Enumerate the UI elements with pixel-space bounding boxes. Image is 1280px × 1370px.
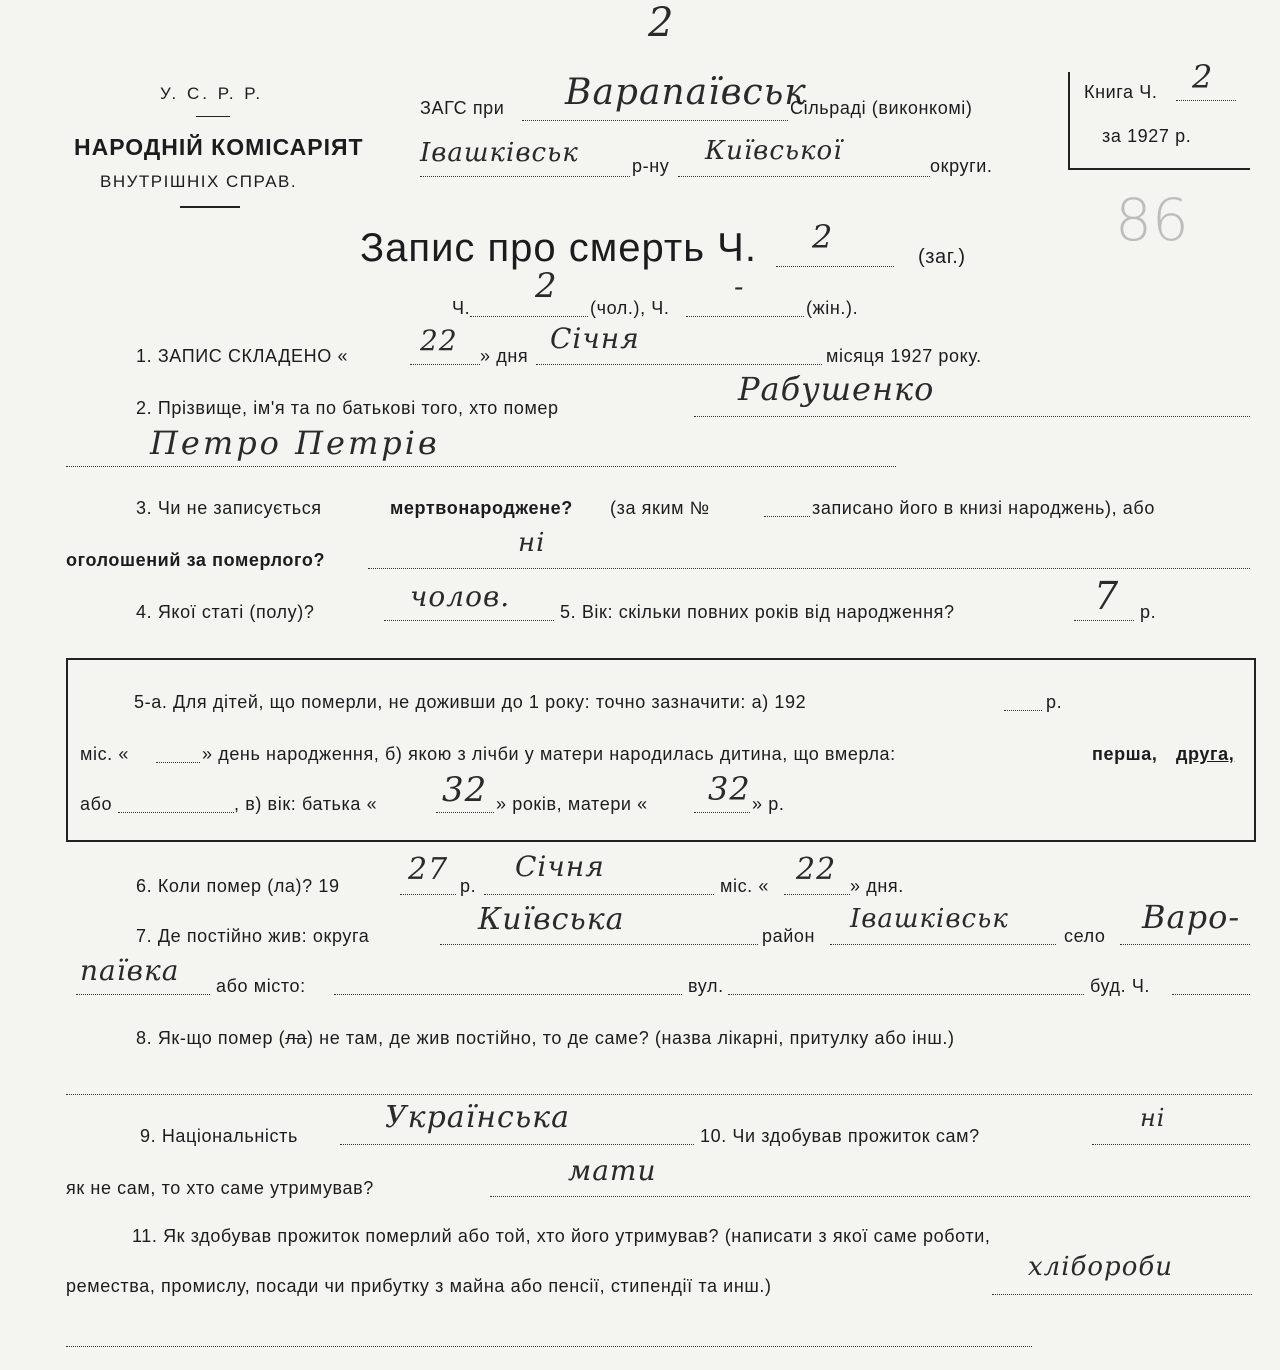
f7-misto-line [334,994,682,995]
f5a-father-age: 32 [442,770,488,810]
female-label: (жін.). [806,298,859,318]
ch-label: Ч. [452,298,471,318]
f4-value: чолов. [410,580,511,613]
f5a-day-line [156,762,200,763]
f6-month-line [484,894,714,895]
title-number-line [776,266,894,267]
f6-month: Січня [515,850,605,883]
f5a-mother-line [694,812,750,813]
f10-label: 10. Чи здобував прожиток сам? [700,1126,980,1146]
f7-bud-label: буд. Ч. [1090,976,1151,996]
book-number-line [1176,100,1236,101]
f5-value: 7 [1094,574,1120,618]
f7-raion-label: район [762,926,816,946]
f1-day-line [410,364,480,365]
f5a-second: друга, [1176,744,1235,764]
title-suffix: (заг.) [918,246,966,268]
f5a-line1-end: р. [1046,692,1063,712]
f2-name: Петро Петрів [150,424,440,462]
f5a-mother-age: 32 [708,770,751,808]
f4-label: 4. Якої статі (полу)? [136,602,315,622]
f7-selo-line [1120,944,1250,945]
f5a-line3-b: , в) вік: батька « [234,794,378,814]
f1-month-line [536,364,822,365]
page-number: 2 [648,0,675,46]
f6-day-line [784,894,850,895]
f5a-other-line [118,812,234,813]
f7-label: 7. Де постійно жив: округа [136,926,370,946]
f1-day: 22 [420,324,458,357]
okrug-value: Київської [705,136,843,166]
f7-misto-label: або місто: [216,976,306,996]
f3-stillborn: мертвонароджене? [390,498,573,518]
f1-month: Січня [550,322,640,355]
page-title: Запис про смерть Ч. [360,226,757,270]
f7-okrug-line [440,944,758,945]
header-divider [196,116,230,117]
f9-value-line [340,1144,694,1145]
village-council-label: Сільраді (виконкомі) [790,98,973,118]
f5a-line1: 5-а. Для дітей, що померли, не доживши до 1 року: точно зазначити: а) 192 [134,692,807,712]
f1-day-label: » дня [480,346,529,366]
department-label: ВНУТРІШНІХ СПРАВ. [100,172,298,191]
title-number: 2 [812,218,834,256]
female-number: - [734,270,745,303]
book-year: за 1927 р. [1102,126,1192,146]
f6-mis: міс. « [720,876,769,896]
f9-label: 9. Національність [140,1126,298,1146]
f8-value-line [66,1094,1252,1095]
book-label: Книга Ч. [1084,82,1158,102]
village-value: Варапаївськ [565,72,807,113]
f2-surname: Рабушенко [738,370,935,408]
f2-name-line [66,466,896,467]
f11-value-line [992,1294,1252,1295]
f5a-line3-a: або [80,794,113,814]
f5a-year-line [1004,710,1042,711]
f3-label: 3. Чи не записується [136,498,322,518]
district-label: р-ну [632,156,670,176]
f1-suffix: місяця 1927 року. [826,346,982,366]
republic-label: У. С. Р. Р. [160,84,264,103]
male-label: (чол.), Ч. [590,298,670,318]
male-number-line [470,316,588,317]
f8-struck: ла [285,1028,307,1048]
f5a-first: перша, [1092,744,1158,764]
f3-end: записано його в книзі народжень), або [812,498,1155,518]
f6-day: 22 [796,852,837,887]
f3-value: ні [518,528,546,558]
f5-label: 5. Вік: скільки повних років від народження? [560,602,955,622]
f5a-line3-d: » р. [752,794,785,814]
f5a-line3-c: » років, матери « [496,794,648,814]
f7-selo-2-line [76,994,210,995]
f7-selo-1: Варо- [1142,898,1241,936]
f2-surname-line [694,416,1250,417]
f10-value: ні [1140,1104,1166,1132]
f3-number-line [764,516,810,517]
okrug-line [678,176,930,177]
stamp-number: 86 [1115,186,1189,254]
f5a-father-line [436,812,494,813]
f3-value-line [368,568,1250,569]
f7-bud-line [1172,994,1250,995]
f6-year: 27 [408,852,449,887]
f11-line1: 11. Як здобував прожиток померлий або той, хто його утримував? (написати з якої саме роботи, [132,1226,991,1246]
f6-label: 6. Коли помер (ла)? 19 [136,876,340,896]
f8-text-a: 8. Як-що помер ( [136,1028,286,1048]
f11-line2: ремества, промислу, посади чи прибутку з майна або пенсії, стипендії та инш.) [66,1276,772,1296]
f7-raion-line [830,944,1056,945]
f5a-line2-a: міс. « [80,744,129,764]
f4-value-line [384,620,554,621]
f5-value-line [1074,620,1134,621]
f7-selo-label: село [1064,926,1106,946]
f7-selo-2: паївка [80,954,180,987]
f3-mid: (за яким № [610,498,710,518]
f10-value2-line [490,1196,1250,1197]
f7-okrug: Київська [478,902,625,937]
header-divider [180,206,240,208]
f5a-line2-b: » день народження, б) якою з лічби у матери народилась дитина, що вмерла: [202,744,896,764]
f6-day-label: » дня. [850,876,904,896]
district-value: Івашківськ [420,138,579,168]
district-line [420,176,630,177]
f11-extra-line [66,1346,1032,1347]
f11-value: хлібороби [1028,1252,1173,1282]
f7-vul-label: вул. [688,976,724,996]
f7-vul-line [728,994,1084,995]
male-number: 2 [535,266,558,306]
commissariat-label: НАРОДНІЙ КОМІСАРІЯТ [74,134,364,160]
village-line [522,120,788,121]
f10-value-line [1092,1144,1250,1145]
f6-year-line [400,894,456,895]
f9-value: Українська [385,1100,570,1135]
book-number: 2 [1192,58,1214,96]
female-number-line [686,316,804,317]
f10-value2: мати [568,1154,657,1187]
f3-declared-dead: оголошений за померлого? [66,550,326,570]
f10-line2: як не сам, то хто саме утримував? [66,1178,374,1198]
f1-label: 1. ЗАПИС СКЛАДЕНО « [136,346,349,366]
okrug-label: округи. [930,156,993,176]
f5-suffix: р. [1140,602,1157,622]
f2-label: 2. Прізвище, ім'я та по батькові того, хто помер [136,398,559,418]
f6-r: р. [460,876,477,896]
f8-text-b: ) не там, де жив постійно, то де саме? (назва лікарні, притулку або інш.) [306,1028,955,1048]
zags-label: ЗАГС при [420,98,505,118]
f7-raion: Івашківськ [850,904,1009,934]
